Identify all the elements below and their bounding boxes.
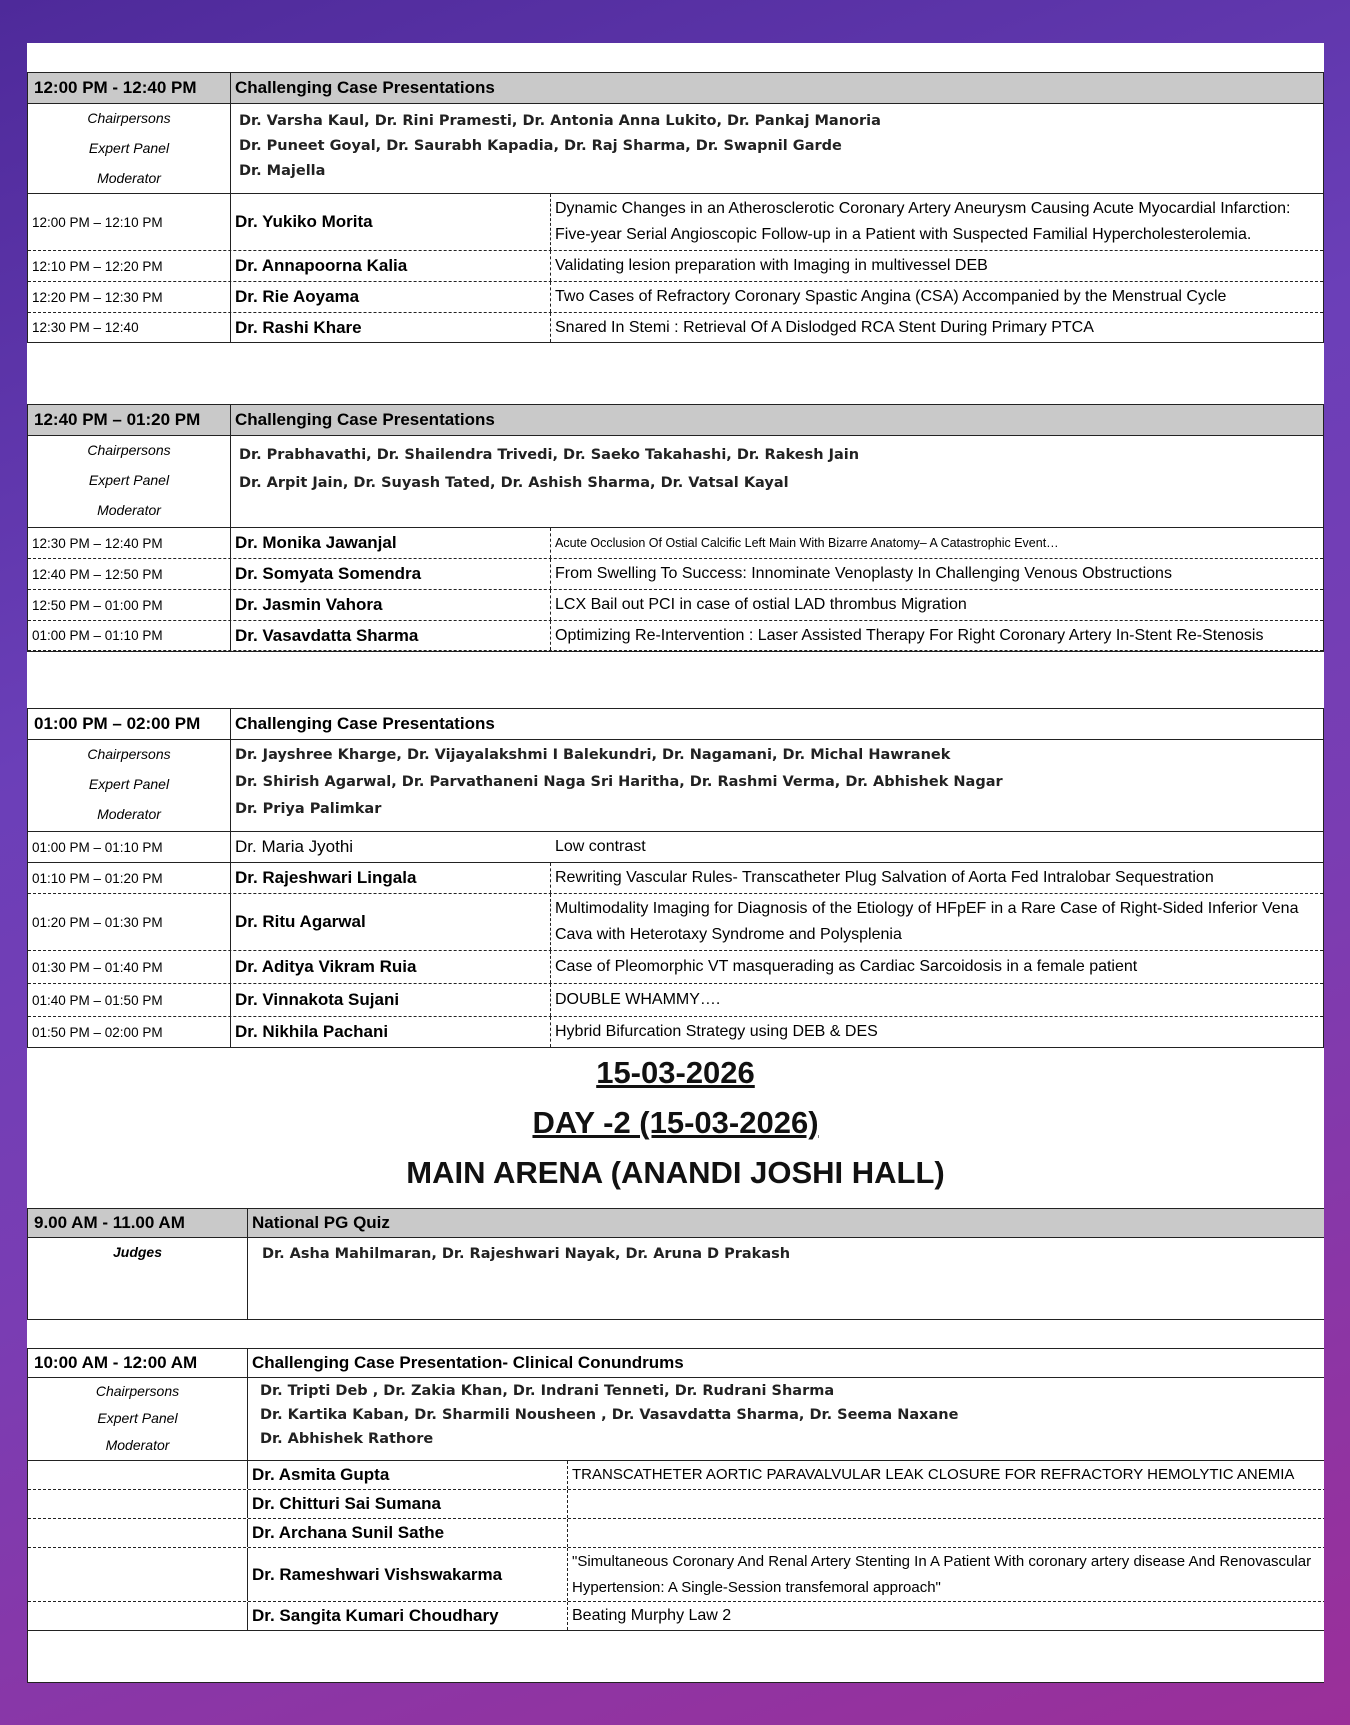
session-title: Challenging Case Presentations [235, 78, 495, 97]
talk-row [28, 894, 1323, 951]
talk-speaker: Dr. Vasavdatta Sharma [231, 621, 551, 650]
session-block [27, 708, 1324, 1048]
panel-roles [28, 104, 231, 193]
conundrums-header [28, 1349, 1324, 1378]
talk-row [28, 832, 1323, 863]
session-panel [28, 436, 1323, 528]
session-title: Challenging Case Presentations [235, 410, 495, 429]
talk-time: 01:00 PM – 01:10 PM [28, 832, 231, 862]
panel-names [231, 740, 1323, 831]
talk-time: 01:30 PM – 01:40 PM [28, 951, 231, 983]
talk-row [28, 590, 1323, 621]
talk-time: 01:00 PM – 01:10 PM [28, 621, 231, 650]
talk-speaker: Dr. Vinnakota Sujani [231, 984, 551, 1016]
role-chairpersons: Chairpersons [95, 1383, 180, 1399]
session-panel [28, 740, 1323, 832]
chairpersons-names: Dr. Jayshree Kharge, Dr. Vijayalakshmi I Balekundri, Dr. Nagamani, Dr. Michal Hawranek [235, 747, 951, 763]
talk-speaker: Dr. Maria Jyothi [235, 837, 354, 856]
talk-row [28, 313, 1323, 342]
expert-panel-names: Dr. Kartika Kaban, Dr. Sharmili Nousheen , Dr. Vasavdatta Sharma, Dr. Seema Naxane [260, 1407, 959, 1423]
date-heading: 15-03-2026 [596, 1055, 755, 1090]
talk-topic [568, 1490, 1324, 1518]
quiz-block [27, 1208, 1324, 1320]
role-expert-panel: Expert Panel [88, 776, 170, 792]
talk-time: 01:50 PM – 02:00 PM [28, 1017, 231, 1047]
talk-row [28, 951, 1323, 984]
talk-row [28, 1490, 1324, 1519]
talk-time: 12:50 PM – 01:00 PM [28, 590, 231, 620]
talk-time [28, 1602, 248, 1630]
session-time: 12:00 PM - 12:40 PM [28, 73, 231, 103]
panel-names [248, 1378, 1324, 1460]
role-judges: Judges [112, 1244, 162, 1260]
talk-speaker: Dr. Ritu Agarwal [231, 894, 551, 950]
session-block [27, 404, 1324, 652]
panel-roles [28, 1378, 248, 1460]
talk-speaker: Dr. Yukiko Morita [231, 194, 551, 250]
talk-row [28, 1017, 1323, 1047]
conundrums-time: 10:00 AM - 12:00 AM [28, 1349, 248, 1377]
session-panel [28, 104, 1323, 194]
talk-speaker: Dr. Sangita Kumari Choudhary [248, 1602, 568, 1630]
talk-time [28, 1548, 248, 1601]
role-moderator: Moderator [97, 502, 161, 518]
chairpersons-names: Dr. Varsha Kaul, Dr. Rini Pramesti, Dr. Antonia Anna Lukito, Dr. Pankaj Manoria [239, 113, 881, 129]
judges-names [248, 1238, 1324, 1320]
talk-time [28, 1490, 248, 1518]
talk-speaker: Dr. Rashi Khare [231, 313, 551, 342]
schedule-page [27, 43, 1324, 1683]
talk-speaker: Dr. Annapoorna Kalia [231, 251, 551, 281]
session-time: 01:00 PM – 02:00 PM [28, 709, 231, 739]
talk-row [28, 1548, 1324, 1602]
panel-names [231, 436, 1323, 527]
role-chairpersons: Chairpersons [87, 442, 171, 458]
session-header [28, 405, 1323, 436]
role-expert-panel: Expert Panel [97, 1410, 178, 1426]
session-header [28, 709, 1323, 740]
quiz-title: National PG Quiz [252, 1213, 390, 1232]
talk-topic: Multimodality Imaging for Diagnosis of the Etiology of HFpEF in a Rare Case of Right-Sided Inferior Vena Cava with Heterotaxy Syndrome and Polysplenia [555, 900, 1299, 943]
talk-time: 12:10 PM – 12:20 PM [28, 251, 231, 281]
quiz-time: 9.00 AM - 11.00 AM [28, 1209, 248, 1237]
moderator-names: Dr. Majella [239, 163, 326, 179]
talk-time: 12:40 PM – 12:50 PM [28, 559, 231, 589]
chairpersons-names: Dr. Tripti Deb , Dr. Zakia Khan, Dr. Indrani Tenneti, Dr. Rudrani Sharma [260, 1383, 835, 1399]
talk-topic [568, 1519, 1324, 1547]
talk-speaker: Dr. Asmita Gupta [248, 1461, 568, 1489]
talk-row [28, 1602, 1324, 1631]
talk-row [28, 984, 1323, 1017]
talk-topic: Case of Pleomorphic VT masquerading as Cardiac Sarcoidosis in a female patient [555, 958, 1138, 975]
expert-panel-names: Dr. Shirish Agarwal, Dr. Parvathaneni Naga Sri Haritha, Dr. Rashmi Verma, Dr. Abhishek Nagar [235, 774, 1003, 790]
panel-names [231, 104, 1323, 193]
talk-row [28, 528, 1323, 559]
talk-speaker: Dr. Nikhila Pachani [231, 1017, 551, 1047]
quiz-header [28, 1209, 1324, 1238]
talk-topic: "Simultaneous Coronary And Renal Artery Stenting In A Patient With coronary artery disease And Renovascular Hypertension: A Single-Session transfemoral approach" [572, 1552, 1312, 1596]
talk-time: 12:30 PM – 12:40 [28, 313, 231, 342]
moderator-names: Dr. Priya Palimkar [235, 801, 382, 817]
talk-topic: Beating Murphy Law 2 [572, 1607, 732, 1624]
talk-speaker: Dr. Rameshwari Vishswakarma [248, 1548, 568, 1601]
role-expert-panel: Expert Panel [88, 140, 170, 156]
session-block [27, 72, 1324, 343]
panel-roles [28, 740, 231, 831]
judges-list: Dr. Asha Mahilmaran, Dr. Rajeshwari Nayak, Dr. Aruna D Prakash [262, 1246, 791, 1262]
panel-roles [28, 436, 231, 527]
role-expert-panel: Expert Panel [88, 472, 170, 488]
moderator-names: Dr. Abhishek Rathore [260, 1431, 434, 1447]
talk-topic: Snared In Stemi : Retrieval Of A Dislodged RCA Stent During Primary PTCA [555, 318, 1094, 336]
talk-topic: Acute Occlusion Of Ostial Calcific Left Main With Bizarre Anatomy– A Catastrophic Event… [555, 536, 1059, 550]
talk-speaker: Dr. Rajeshwari Lingala [231, 863, 551, 893]
talk-topic: Validating lesion preparation with Imaging in multivessel DEB [555, 257, 988, 274]
role-moderator: Moderator [97, 170, 161, 186]
expert-panel-names: Dr. Puneet Goyal, Dr. Saurabh Kapadia, Dr. Raj Sharma, Dr. Swapnil Garde [239, 138, 842, 154]
talk-topic: From Swelling To Success: Innominate Venoplasty In Challenging Venous Obstructions [555, 565, 1172, 582]
talk-topic: TRANSCATHETER AORTIC PARAVALVULAR LEAK CLOSURE FOR REFRACTORY HEMOLYTIC ANEMIA [572, 1466, 1295, 1483]
talk-time: 12:00 PM – 12:10 PM [28, 194, 231, 250]
talk-row [28, 863, 1323, 894]
conundrums-title: Challenging Case Presentation- Clinical Conundrums [252, 1353, 684, 1372]
talk-topic: Hybrid Bifurcation Strategy using DEB & DES [555, 1023, 878, 1040]
talk-time [28, 1461, 248, 1489]
talk-speaker: Dr. Somyata Somendra [231, 559, 551, 589]
role-moderator: Moderator [97, 806, 161, 822]
talk-speaker: Dr. Monika Jawanjal [231, 528, 551, 558]
talk-row [28, 559, 1323, 590]
talk-row [28, 251, 1323, 282]
talk-time: 01:20 PM – 01:30 PM [28, 894, 231, 950]
talk-time: 01:10 PM – 01:20 PM [28, 863, 231, 893]
role-chairpersons: Chairpersons [87, 110, 171, 126]
talk-topic: Rewriting Vascular Rules- Transcatheter Plug Salvation of Aorta Fed Intralobar Sequestration [555, 869, 1214, 886]
talk-topic: Optimizing Re-Intervention : Laser Assisted Therapy For Right Coronary Artery In-Stent Re-Stenosis [555, 626, 1264, 644]
talk-row [28, 1519, 1324, 1548]
talk-speaker: Dr. Archana Sunil Sathe [248, 1519, 568, 1547]
role-moderator: Moderator [105, 1437, 170, 1453]
talk-speaker: Dr. Rie Aoyama [231, 282, 551, 312]
talk-row [28, 1461, 1324, 1490]
panel-roles [28, 1238, 248, 1320]
hall-heading: MAIN ARENA (ANANDI JOSHI HALL) [406, 1155, 945, 1190]
talk-time: 12:30 PM – 12:40 PM [28, 528, 231, 558]
talk-row [28, 194, 1323, 251]
talk-topic: LCX Bail out PCI in case of ostial LAD thrombus Migration [555, 596, 967, 613]
conundrums-block [27, 1348, 1324, 1683]
talk-time: 12:20 PM – 12:30 PM [28, 282, 231, 312]
talk-topic: DOUBLE WHAMMY…. [555, 991, 721, 1008]
talk-topic: Two Cases of Refractory Coronary Spastic Angina (CSA) Accompanied by the Menstrual Cycle [555, 288, 1227, 305]
chairpersons-names: Dr. Prabhavathi, Dr. Shailendra Trivedi, Dr. Saeko Takahashi, Dr. Rakesh Jain [239, 447, 860, 463]
talk-row [28, 621, 1323, 651]
talk-speaker: Dr. Aditya Vikram Ruia [231, 951, 551, 983]
talk-speaker: Dr. Chitturi Sai Sumana [248, 1490, 568, 1518]
talk-time [28, 1519, 248, 1547]
talk-time: 01:40 PM – 01:50 PM [28, 984, 231, 1016]
conundrums-panel [28, 1378, 1324, 1461]
expert-panel-names: Dr. Arpit Jain, Dr. Suyash Tated, Dr. Ashish Sharma, Dr. Vatsal Kayal [239, 475, 789, 491]
day-heading: DAY -2 (15-03-2026) [532, 1105, 819, 1140]
talk-speaker: Dr. Jasmin Vahora [231, 590, 551, 620]
talk-topic: Dynamic Changes in an Atherosclerotic Coronary Artery Aneurysm Causing Acute Myocardial Infarction: Five-year Serial Angioscopic Follow-up in a Patient with Suspected Familial Hypercholesterolemia. [555, 200, 1291, 243]
talk-topic: Low contrast [555, 838, 646, 855]
session-time: 12:40 PM – 01:20 PM [28, 405, 231, 435]
session-header [28, 73, 1323, 104]
quiz-panel [28, 1238, 1324, 1320]
talk-row [28, 282, 1323, 313]
role-chairpersons: Chairpersons [87, 746, 171, 762]
session-title: Challenging Case Presentations [235, 714, 495, 733]
